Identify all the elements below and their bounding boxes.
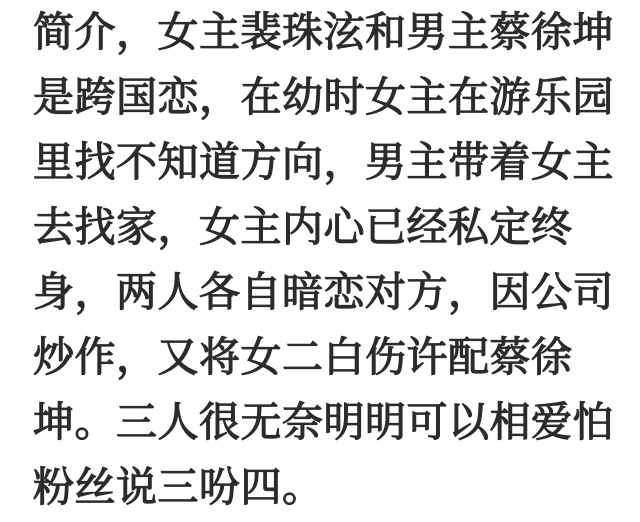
text-line: 去找家，女主内心已经私定终 [33,204,573,250]
text-line: 粉丝说三吩四。 [33,464,324,510]
text-line: 身，两人各自暗恋对方，因公司 [33,269,614,315]
synopsis-text-block [33,0,622,520]
text-line: 炒作，又将女二白伤许配蔡徐 [33,334,573,380]
text-line: 是跨国恋，在幼时女主在游乐园 [33,74,614,120]
text-line: 坤。三人很无奈明明可以相爱怕 [33,399,614,445]
text-line: 简介，女主裴珠泫和男主蔡徐坤 [33,9,614,55]
text-line: 里找不知道方向，男主带着女主 [33,139,614,185]
